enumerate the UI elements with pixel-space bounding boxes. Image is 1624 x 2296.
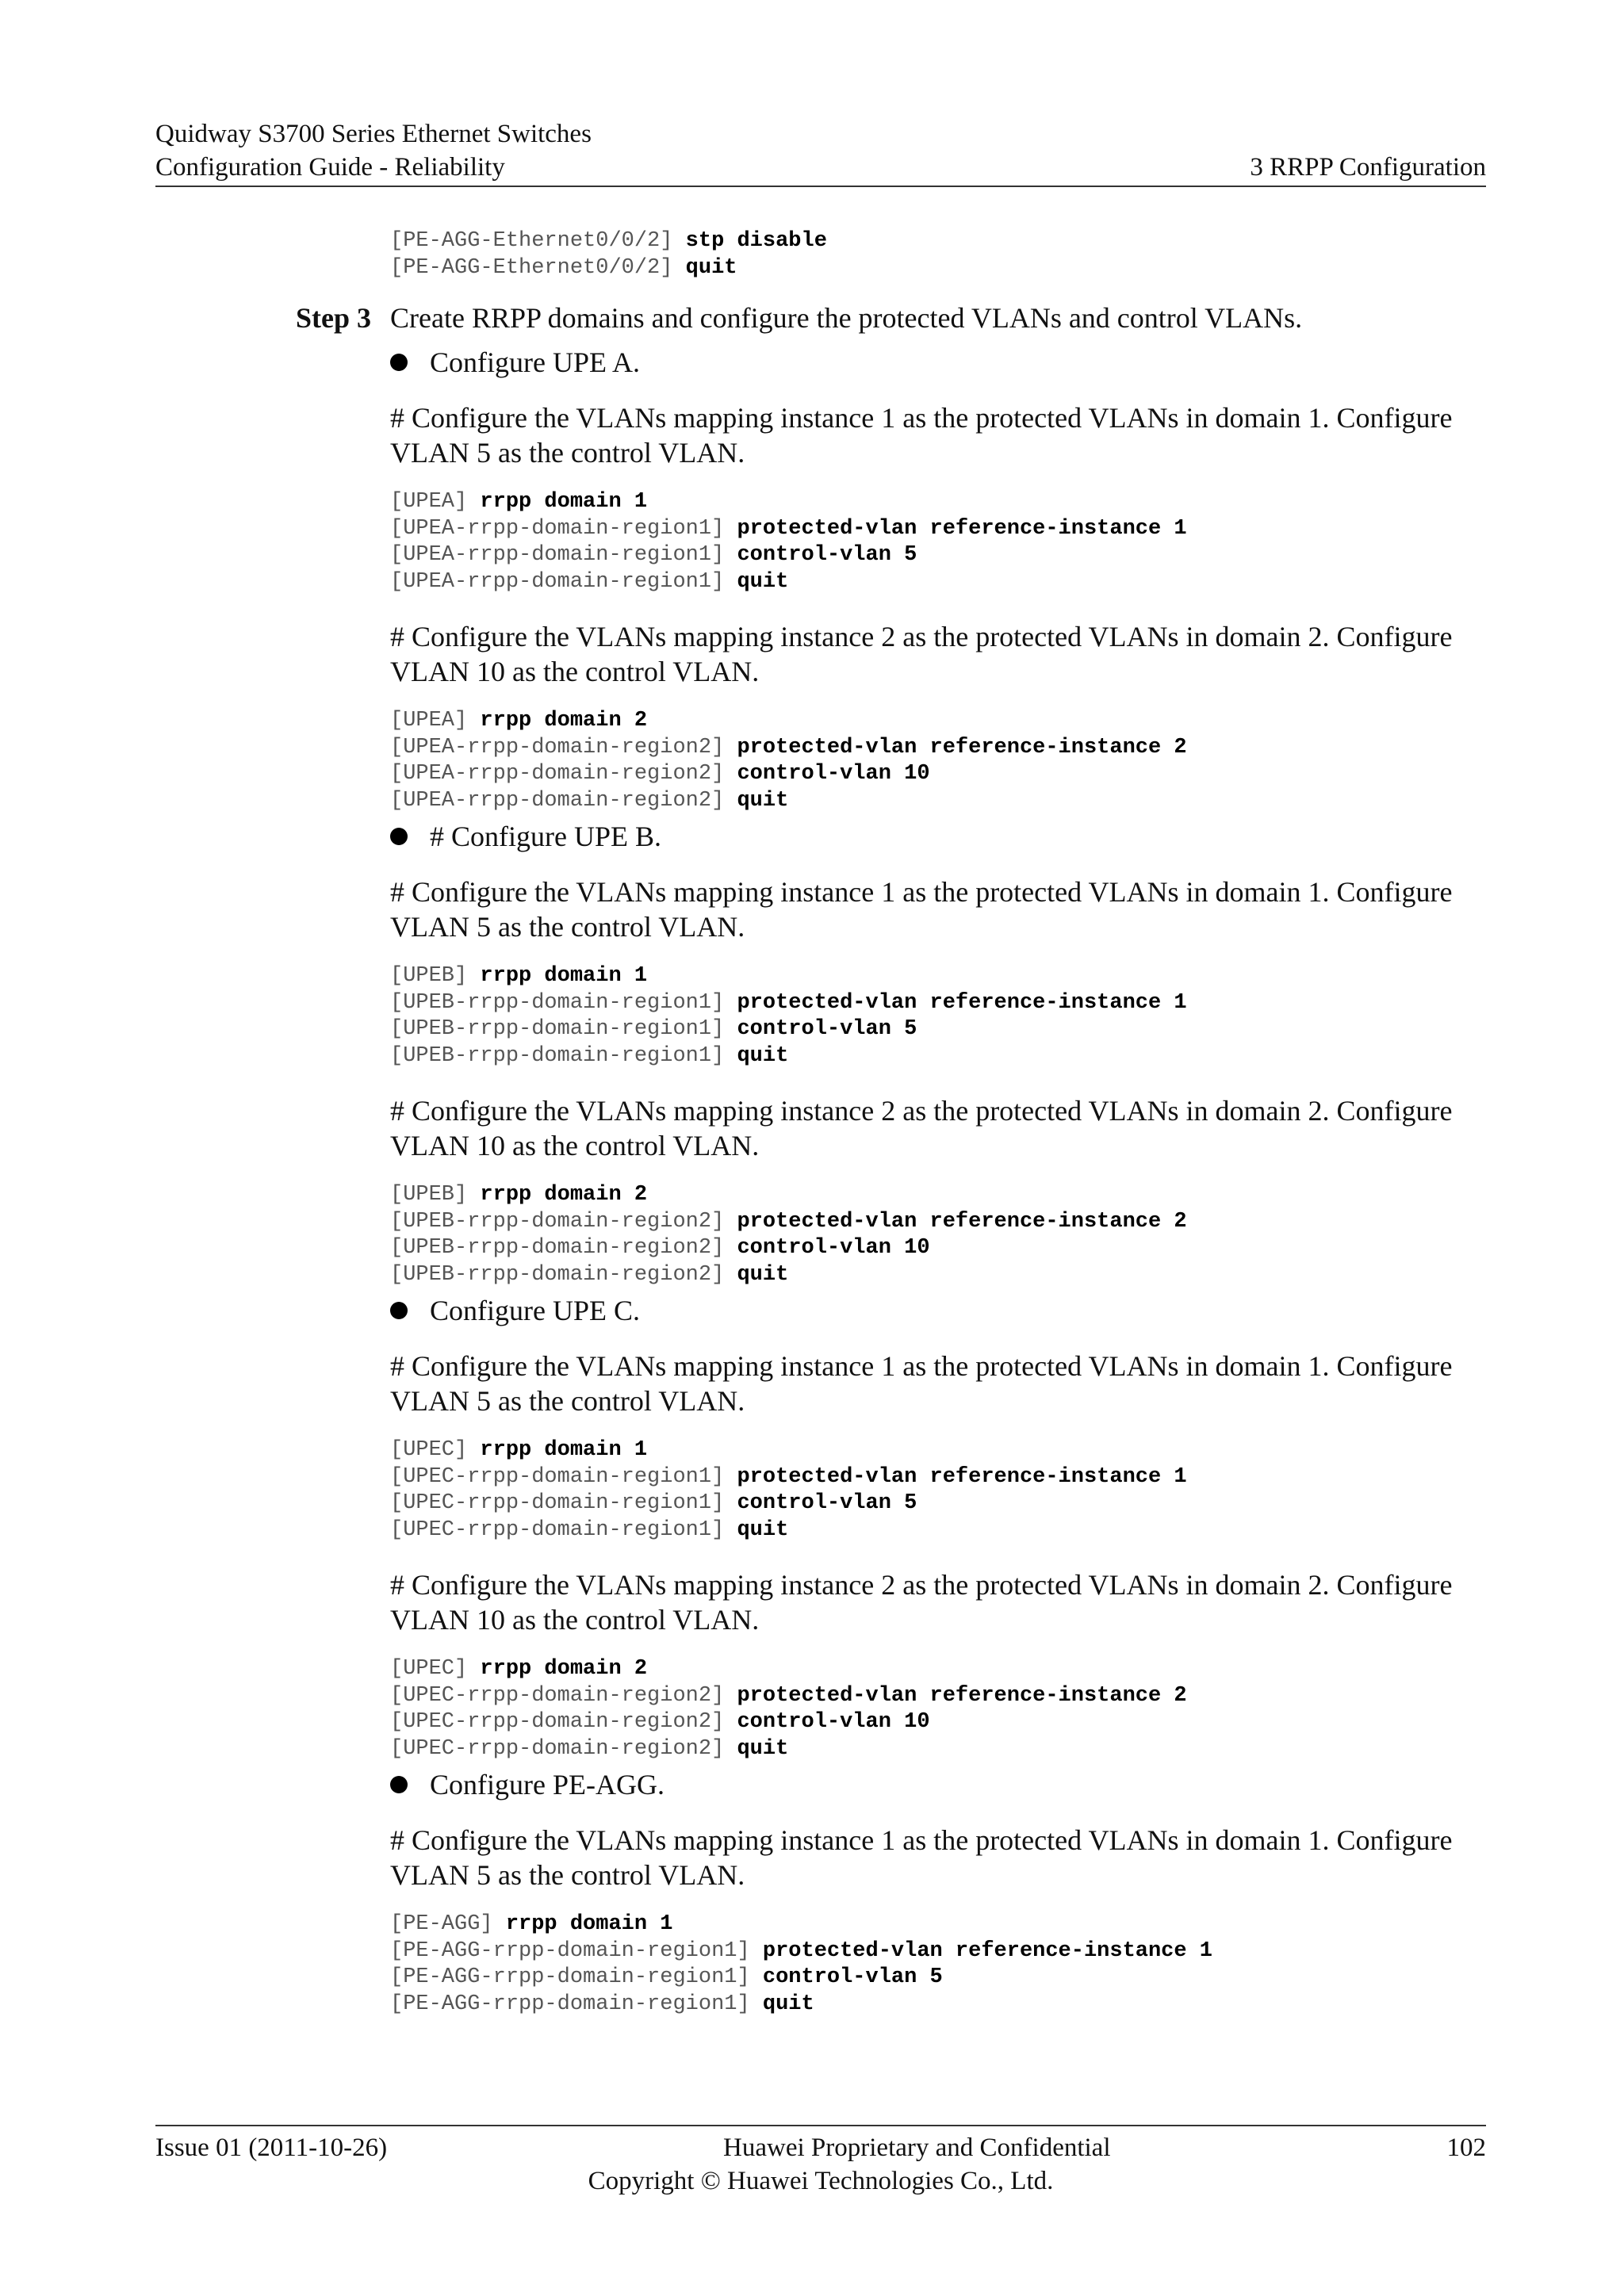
step-label: Step 3 (295, 302, 371, 334)
bullet-item (390, 1767, 1486, 1802)
code-prompt: [UPEA-rrpp-domain-region2] (390, 762, 737, 786)
code-line (390, 1656, 1486, 1683)
code-command: protected-vlan reference-instance 1 (762, 1938, 1212, 1963)
code-command: rrpp domain 2 (480, 1657, 648, 1681)
header-guide-title: Configuration Guide - Reliability (155, 153, 505, 182)
code-command: quit (762, 1992, 814, 2016)
code-prompt: [UPEA] (390, 709, 481, 733)
code-line (390, 1683, 1486, 1710)
code-line (390, 1736, 1486, 1763)
bullet-text: # Configure UPE B. (430, 821, 661, 852)
code-line (390, 542, 1486, 569)
code-prompt: [UPEA-rrpp-domain-region1] (390, 516, 737, 541)
step-text: Create RRPP domains and configure the protected VLANs and control VLANs. (390, 302, 1303, 334)
code-prompt: [PE-AGG-rrpp-domain-region1] (390, 1938, 763, 1963)
code-prompt: [UPEA-rrpp-domain-region2] (390, 735, 737, 760)
code-command: protected-vlan reference-instance 1 (737, 516, 1187, 541)
code-command: control-vlan 10 (737, 1710, 930, 1734)
code-prompt: [PE-AGG-Ethernet0/0/2] (390, 229, 686, 253)
code-line (390, 1992, 1486, 2019)
bullet-text: Configure UPE A. (430, 346, 640, 378)
code-prompt: [UPEB-rrpp-domain-region1] (390, 990, 737, 1015)
code-prompt: [UPEB-rrpp-domain-region2] (390, 1236, 737, 1260)
code-prompt: [PE-AGG] (390, 1912, 506, 1936)
code-block (390, 1911, 1486, 2018)
code-block (390, 489, 1486, 595)
code-prompt: [UPEB-rrpp-domain-region2] (390, 1209, 737, 1234)
footer-copyright: Copyright © Huawei Technologies Co., Ltd. (588, 2167, 1054, 2195)
code-block (390, 1182, 1486, 1288)
code-prompt: [UPEB] (390, 1183, 481, 1207)
instruction-paragraph: # Configure the VLANs mapping instance 1 as the protected VLANs in domain 1. Configure VLAN 5 as the control VLAN. (390, 1350, 1453, 1417)
code-line (390, 516, 1486, 543)
bullet-item (390, 1293, 1486, 1328)
code-prompt: [PE-AGG-Ethernet0/0/2] (390, 255, 686, 280)
code-prompt: [UPEB] (390, 964, 481, 988)
code-line (390, 1709, 1486, 1736)
code-prompt: [UPEA-rrpp-domain-region1] (390, 543, 737, 567)
instruction-paragraph: # Configure the VLANs mapping instance 2 as the protected VLANs in domain 2. Configure VLAN 10 as the control VLAN. (390, 621, 1453, 687)
code-prompt: [UPEC-rrpp-domain-region2] (390, 1736, 737, 1761)
bullet-text: Configure PE-AGG. (430, 1769, 665, 1800)
code-prompt: [PE-AGG-rrpp-domain-region1] (390, 1992, 763, 2016)
header-product-title: Quidway S3700 Series Ethernet Switches (155, 120, 592, 148)
code-prompt: [UPEA-rrpp-domain-region2] (390, 788, 737, 813)
code-line (390, 1938, 1486, 1965)
code-prompt: [UPEC-rrpp-domain-region2] (390, 1683, 737, 1708)
code-line (390, 1262, 1486, 1289)
code-prompt: [UPEC-rrpp-domain-region1] (390, 1464, 737, 1489)
code-command: protected-vlan reference-instance 2 (737, 735, 1187, 760)
code-line (390, 1517, 1486, 1544)
code-command: quit (685, 255, 737, 280)
code-prompt: [UPEB-rrpp-domain-region2] (390, 1262, 737, 1287)
code-line (390, 761, 1486, 788)
code-prompt: [UPEC-rrpp-domain-region1] (390, 1517, 737, 1542)
code-command: protected-vlan reference-instance 1 (737, 990, 1187, 1015)
code-line (390, 489, 1486, 516)
code-block (390, 708, 1486, 814)
header-chapter-title: 3 RRPP Configuration (1250, 153, 1486, 182)
code-command: rrpp domain 1 (480, 964, 648, 988)
code-prompt: [UPEC] (390, 1657, 481, 1681)
code-line (390, 1490, 1486, 1517)
instruction-paragraph: # Configure the VLANs mapping instance 2 as the protected VLANs in domain 2. Configure VLAN 10 as the control VLAN. (390, 1569, 1453, 1636)
bullet-dot (390, 828, 408, 845)
instruction-paragraph: # Configure the VLANs mapping instance 1 as the protected VLANs in domain 1. Configure VLAN 5 as the control VLAN. (390, 1824, 1453, 1891)
code-command: quit (737, 569, 789, 594)
code-command: protected-vlan reference-instance 1 (737, 1464, 1187, 1489)
code-block (390, 1656, 1486, 1762)
bullet-item (390, 819, 1486, 854)
code-line (390, 788, 1486, 815)
code-line (390, 1016, 1486, 1043)
code-prompt: [UPEC-rrpp-domain-region1] (390, 1491, 737, 1515)
code-line (390, 1911, 1486, 1938)
footer-confidential: Huawei Proprietary and Confidential (723, 2133, 1111, 2162)
code-line (390, 1209, 1486, 1236)
footer-issue: Issue 01 (2011-10-26) (155, 2133, 388, 2162)
step-row (155, 300, 1486, 335)
code-command: protected-vlan reference-instance 2 (737, 1209, 1187, 1234)
instruction-paragraph: # Configure the VLANs mapping instance 1 as the protected VLANs in domain 1. Configure VLAN 5 as the control VLAN. (390, 876, 1453, 943)
code-command: quit (737, 1262, 789, 1287)
code-command: control-vlan 5 (737, 1017, 917, 1041)
code-command: quit (737, 1043, 789, 1068)
page-content (155, 228, 1486, 2018)
instruction-paragraph: # Configure the VLANs mapping instance 1 as the protected VLANs in domain 1. Configure VLAN 5 as the control VLAN. (390, 402, 1453, 469)
code-prompt: [UPEC] (390, 1438, 481, 1462)
page-footer (155, 2125, 1486, 2198)
instruction-paragraph: # Configure the VLANs mapping instance 2 as the protected VLANs in domain 2. Configure VLAN 10 as the control VLAN. (390, 1095, 1453, 1161)
code-line (390, 1965, 1486, 1992)
code-command: control-vlan 10 (737, 762, 930, 786)
code-command: control-vlan 5 (762, 1965, 943, 1989)
code-command: rrpp domain 2 (480, 709, 648, 733)
code-command: rrpp domain 1 (480, 490, 648, 514)
code-line (390, 1043, 1486, 1070)
code-line (390, 1464, 1486, 1491)
code-line (390, 1437, 1486, 1464)
bullet-dot (390, 1302, 408, 1319)
code-command: control-vlan 10 (737, 1236, 930, 1260)
footer-page-number: 102 (1446, 2133, 1486, 2162)
code-command: protected-vlan reference-instance 2 (737, 1683, 1187, 1708)
code-prompt: [PE-AGG-rrpp-domain-region1] (390, 1965, 763, 1989)
code-line (390, 255, 1486, 282)
code-command: quit (737, 1517, 789, 1542)
code-prompt: [UPEB-rrpp-domain-region1] (390, 1017, 737, 1041)
code-line (390, 228, 1486, 255)
code-prompt: [UPEC-rrpp-domain-region2] (390, 1710, 737, 1734)
code-line (390, 569, 1486, 596)
code-command: quit (737, 788, 789, 813)
code-line (390, 735, 1486, 762)
code-line (390, 708, 1486, 735)
code-command: quit (737, 1736, 789, 1761)
bullet-item (390, 345, 1486, 380)
code-command: rrpp domain 1 (505, 1912, 673, 1936)
bullet-text: Configure UPE C. (430, 1295, 640, 1326)
code-command: control-vlan 5 (737, 1491, 917, 1515)
code-line (390, 1235, 1486, 1262)
code-command: control-vlan 5 (737, 543, 917, 567)
code-line (390, 990, 1486, 1017)
code-block (390, 1437, 1486, 1544)
code-command: rrpp domain 2 (480, 1183, 648, 1207)
code-block (390, 228, 1486, 281)
bullet-dot (390, 1776, 408, 1793)
page-header (155, 117, 1486, 187)
code-command: stp disable (685, 229, 827, 253)
code-prompt: [UPEA] (390, 490, 481, 514)
code-prompt: [UPEB-rrpp-domain-region1] (390, 1043, 737, 1068)
code-prompt: [UPEA-rrpp-domain-region1] (390, 569, 737, 594)
code-command: rrpp domain 1 (480, 1438, 648, 1462)
bullet-dot (390, 354, 408, 371)
code-line (390, 963, 1486, 990)
code-block (390, 963, 1486, 1070)
code-line (390, 1182, 1486, 1209)
